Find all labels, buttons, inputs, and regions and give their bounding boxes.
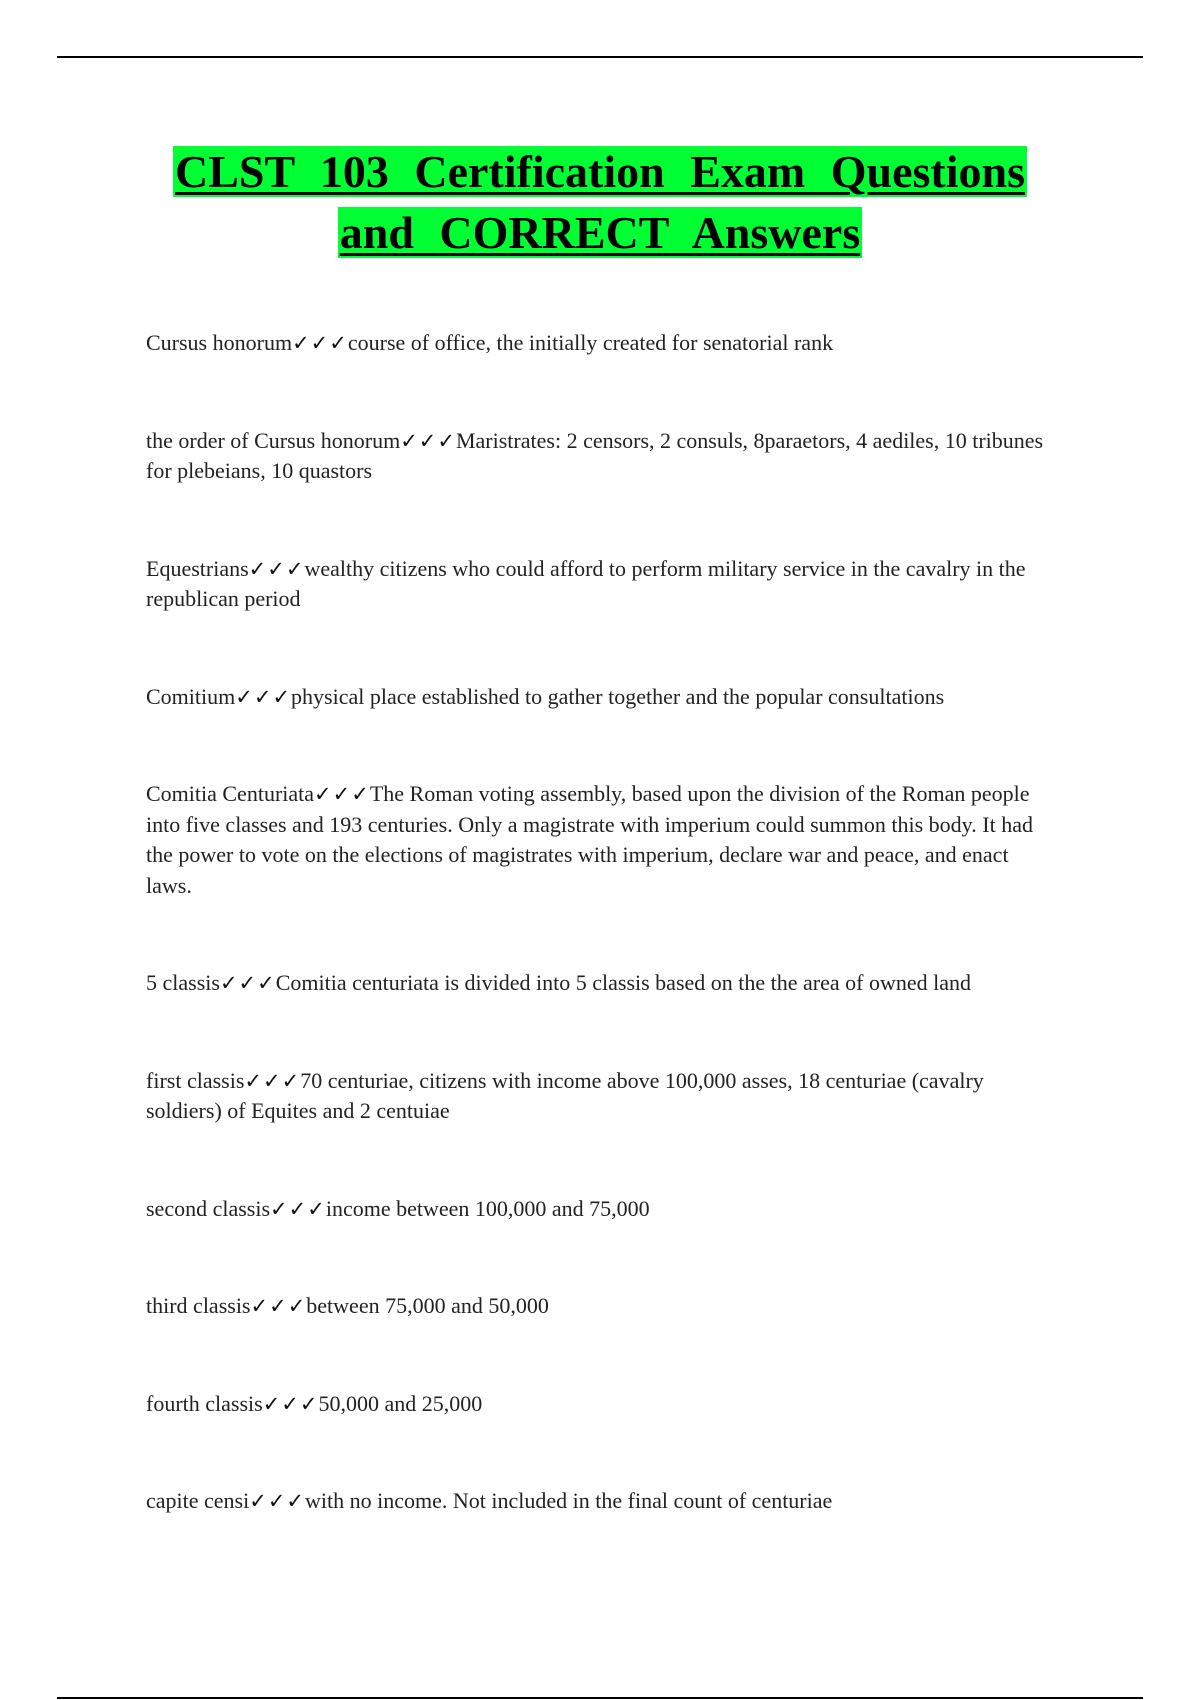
checkmarks-icon: ✓✓✓ [270,1196,326,1221]
checkmarks-icon: ✓✓✓ [262,1391,319,1416]
entry-definition: between 75,000 and 50,000 [306,1293,549,1318]
qa-entry [146,1389,1058,1420]
qa-entry [146,1066,1058,1127]
qa-entry [146,682,1058,713]
document-title [0,141,1200,263]
top-rule [57,56,1143,58]
entry-term: capite censi [146,1488,250,1513]
entry-definition: The Roman voting assembly, based upon the division of the Roman people into five classes and 193 centuries. Only a magistrate with imperium could summon this body. It had the power to vote on the elections of magistrates with imperium, declare war and peace, and enact laws. [146,781,1033,898]
qa-entry [146,968,1058,999]
checkmarks-icon: ✓✓✓ [250,1294,307,1318]
entry-definition: 70 centuriae, citizens with income above 100,000 asses, 18 centuriae (cavalry soldiers) of Equites and 2 centuiae [146,1067,984,1123]
checkmarks-icon: ✓✓✓ [314,782,370,806]
checkmarks-icon: ✓✓✓ [248,556,305,581]
entry-definition: income between 100,000 and 75,000 [325,1195,650,1221]
entry-definition: Maristrates: 2 censors, 2 consuls, 8paraetors, 4 aediles, 10 tribunes for plebeians, 10 quastors [146,427,1044,483]
entry-term: Cursus honorum [146,330,293,355]
title-line-2: and CORRECT Answers [339,207,861,258]
entry-definition: wealthy citizens who could afford to perform military service in the cavalry in the republican period [146,555,1026,611]
entry-term: fourth classis [146,1390,263,1416]
entry-term: the order of Cursus honorum [146,427,401,453]
bottom-rule [57,1697,1143,1699]
qa-entry [146,1194,1058,1225]
checkmarks-icon: ✓✓✓ [292,331,348,355]
qa-entry [146,1291,1058,1322]
checkmarks-icon: ✓✓✓ [235,684,292,709]
qa-list [146,328,1058,1584]
title-line-1: CLST 103 Certification Exam Questions [175,146,1025,197]
qa-entry [146,426,1058,487]
entry-definition: course of office, the initially created for senatorial rank [347,330,834,355]
entry-term: Comitium [146,683,236,709]
checkmarks-icon: ✓✓✓ [244,1068,301,1093]
qa-entry [146,554,1058,615]
entry-term: third classis [146,1293,251,1318]
entry-definition: with no income. Not included in the final count of centuriae [305,1488,833,1513]
entry-definition: Comitia centuriata is divided into 5 classis based on the the area of owned land [275,970,972,995]
checkmarks-icon: ✓✓✓ [400,428,456,453]
entry-term: Comitia Centuriata [146,781,315,806]
entry-term: Equestrians [146,555,249,581]
entry-definition: physical place established to gather together and the popular consultations [291,683,945,709]
entry-term: 5 classis [146,970,220,995]
entry-term: second classis [146,1195,271,1221]
entry-term: first classis [146,1067,245,1093]
qa-entry [146,1486,1058,1517]
entry-definition: 50,000 and 25,000 [318,1390,483,1416]
checkmarks-icon: ✓✓✓ [249,1489,306,1513]
qa-entry [146,779,1058,901]
qa-entry [146,328,1058,359]
checkmarks-icon: ✓✓✓ [219,971,276,995]
